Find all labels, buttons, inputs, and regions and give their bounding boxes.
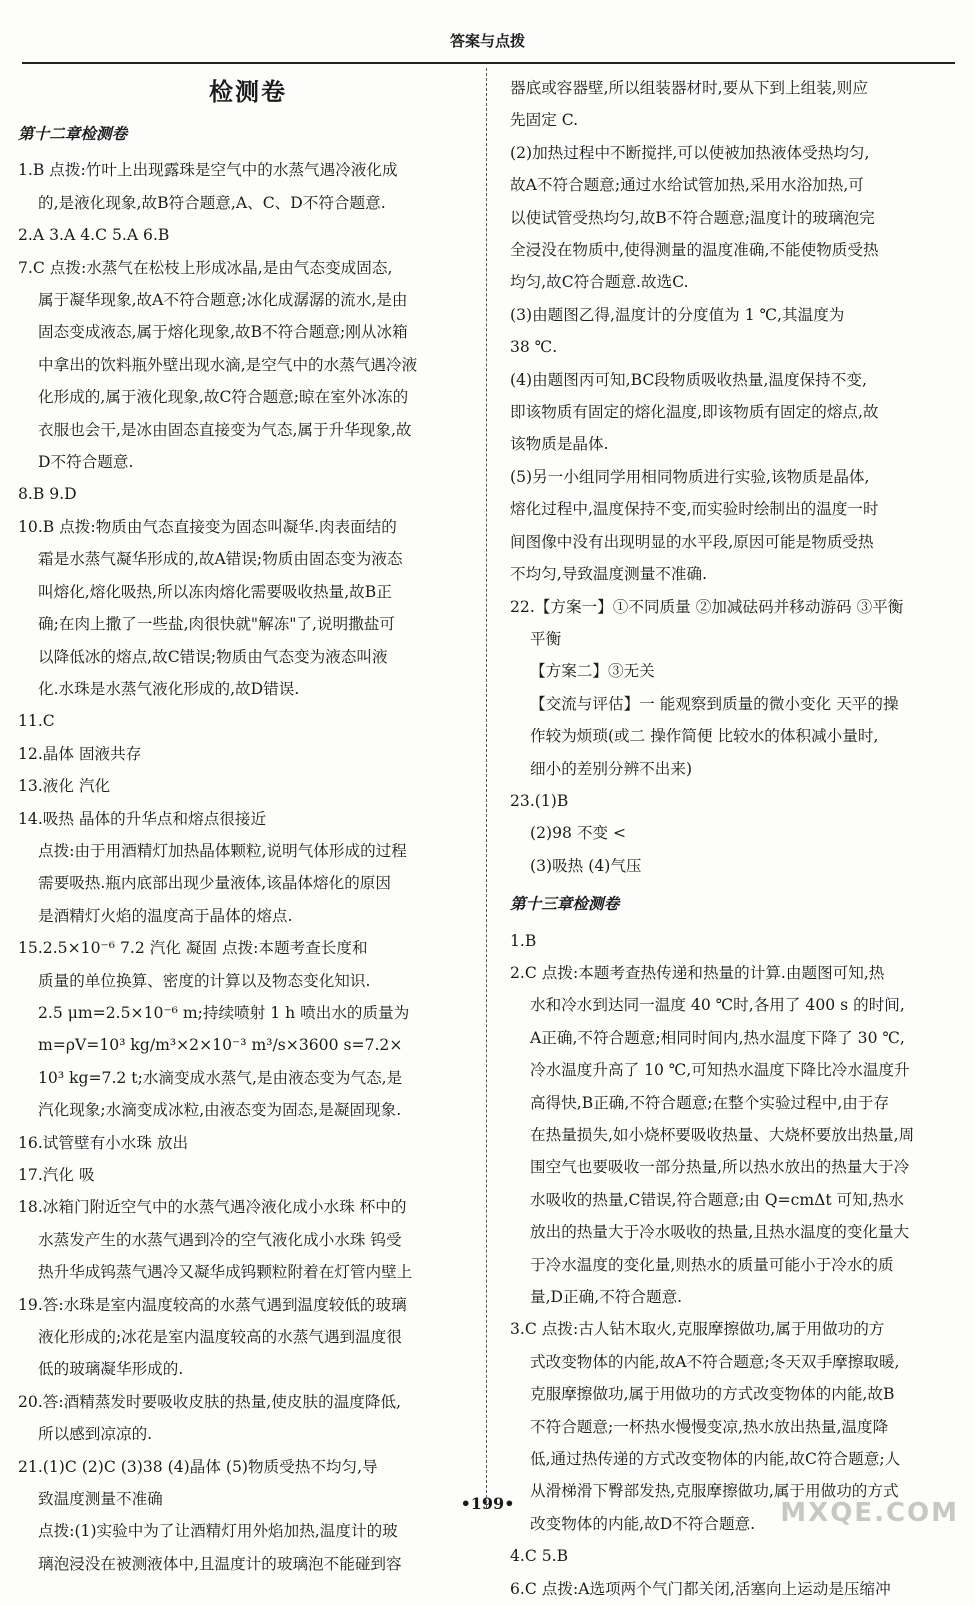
answer-q22-cont: 平衡: [530, 629, 562, 648]
answer-q7: 7.C 点拨:水蒸气在松枝上形成冰晶,是由气态变成固态,: [18, 258, 393, 277]
answer-q18: 18.冰箱门附近空气中的水蒸气遇冷液化成小水珠 杯中的: [18, 1198, 407, 1217]
answer-q21-part2: 故A不符合题意;通过水给试管加热,采用水浴加热,可: [510, 176, 864, 195]
ch13-answer-q3-cont: 从滑梯滑下臀部发热,克服摩擦做功,属于用做功的方式: [530, 1482, 899, 1501]
answer-q7-cont: 衣服也会干,是冰由固态直接变为气态,属于升华现象,故: [38, 420, 412, 439]
answer-q10-cont: 确;在肉上撒了一些盐,肉很快就"解冻"了,说明撒盐可: [38, 615, 395, 634]
answer-q10-cont: 叫熔化,熔化吸热,所以冻肉熔化需要吸收热量,故B正: [38, 582, 392, 601]
answer-q21-part5: 间图像中没有出现明显的水平段,原因可能是物质受热: [510, 532, 874, 551]
chapter-12-title: 第十二章检测卷: [18, 125, 128, 143]
answer-q1: 1.B 点拨:竹叶上出现露珠是空气中的水蒸气遇冷液化成: [18, 161, 398, 180]
ch13-answer-q2-cont: 放出的热量大于冷水吸收的热量,且热水温度的变化量大: [530, 1223, 910, 1242]
column-divider: [486, 68, 487, 1508]
answer-q21-part5: 熔化过程中,温度保持不变,而实验时绘制出的温度一时: [510, 500, 879, 519]
right-column: [510, 72, 965, 1605]
chapter-13-title: 第十三章检测卷: [510, 895, 620, 914]
page-number: •199•: [460, 1494, 515, 1513]
answer-q10-cont: 化.水珠是水蒸气液化形成的,故D错误.: [38, 679, 300, 698]
answer-q10-cont: 以降低冰的熔点,故C错误;物质由气态变为液态叫液: [38, 647, 388, 666]
ch13-answer-q2-cont: 围空气也要吸收一部分热量,所以热水放出的热量大于冷: [530, 1158, 910, 1177]
answer-q18-cont: 热升华成钨蒸气遇冷又凝华成钨颗粒附着在灯管内壁上: [38, 1263, 413, 1282]
ch13-answer-q3-cont: 克服摩擦做功,属于用做功的方式改变物体的内能,故B: [530, 1385, 895, 1404]
answer-q7-cont: D不符合题意.: [38, 453, 134, 472]
watermark-logo: MXQE.COM: [780, 1498, 959, 1528]
ch13-answer-q3-cont: 改变物体的内能,故D不符合题意.: [530, 1514, 756, 1533]
ch13-answer-q3-cont: 式改变物体的内能,故A不符合题意;冬天双手摩擦取暖,: [530, 1352, 900, 1371]
ch13-answer-q2-cont: 水吸收的热量,C错误,符合题意;由 Q=cmΔt 可知,热水: [530, 1190, 904, 1209]
left-column: [18, 72, 478, 1580]
ch13-answer-q2-cont: A正确,不符合题意;相同时间内,热水温度下降了 30 ℃,: [530, 1028, 905, 1047]
answer-q21-note: 璃泡浸没在被测液体中,且温度计的玻璃泡不能碰到容: [38, 1554, 402, 1573]
answer-q22-eval: 【交流与评估】一 能观察到质量的微小变化 天平的操: [530, 694, 899, 713]
answer-q15-cont: 10³ kg=7.2 t;水滴变成水蒸气,是由液态变为气态,是: [38, 1068, 403, 1087]
answer-q21-part4: 该物质是晶体.: [510, 435, 609, 454]
answer-q21-part2: 全浸没在物质中,使得测量的温度准确,不能使物质受热: [510, 241, 879, 260]
answer-q21-part2: (2)加热过程中不断搅拌,可以使被加热液体受热均匀,: [510, 143, 870, 162]
answer-q21-part4: (4)由题图丙可知,BC段物质吸收热量,温度保持不变,: [510, 370, 867, 389]
answer-q8-9: 8.B 9.D: [18, 485, 77, 504]
answer-q15-cont: m=ρV=10³ kg/m³×2×10⁻³ m³/s×3600 s=7.2×: [38, 1036, 403, 1055]
answer-q7-cont: 化形成的,属于液化现象,故C符合题意;晾在室外冰冻的: [38, 388, 409, 407]
ch13-answer-q1: 1.B: [510, 931, 537, 950]
answer-q7-cont: 属于凝华现象,故A不符合题意;冰化成潺潺的流水,是由: [38, 291, 408, 310]
answer-q23-cont: (3)吸热 (4)气压: [530, 856, 642, 875]
answer-q19: 19.答:水珠是室内温度较高的水蒸气遇到温度较低的玻璃: [18, 1295, 407, 1314]
answer-q1-cont: 的,是液化现象,故B符合题意,A、C、D不符合题意.: [38, 193, 386, 212]
answer-q23-cont: (2)98 不变 <: [530, 824, 627, 843]
answer-q21-part2: 均匀,故C符合题意.故选C.: [510, 273, 689, 292]
answer-q22: 22.【方案一】①不同质量 ②加减砝码并移动游码 ③平衡: [510, 597, 904, 616]
answer-q21-part3: (3)由题图乙得,温度计的分度值为 1 ℃,其温度为: [510, 305, 845, 324]
answer-q18-cont: 水蒸发产生的水蒸气遇到冷的空气液化成小水珠 钨受: [38, 1230, 402, 1249]
ch13-answer-q6: 6.C 点拨:A选项两个气门都关闭,活塞向上运动是压缩冲: [510, 1579, 891, 1598]
section-title: 检测卷: [209, 78, 287, 106]
answer-q14: 14.吸热 晶体的升华点和熔点很接近: [18, 809, 267, 828]
answer-q12: 12.晶体 固液共存: [18, 744, 142, 763]
answer-q19-cont: 低的玻璃凝华形成的.: [38, 1360, 184, 1379]
ch13-answer-q3: 3.C 点拨:古人钻木取火,克服摩擦做功,属于用做功的方: [510, 1320, 885, 1339]
answer-q21-part3: 38 ℃.: [510, 338, 558, 357]
answer-q21-cont: 先固定 C.: [510, 111, 579, 130]
answer-q19-cont: 液化形成的;冰花是室内温度较高的水蒸气遇到温度很: [38, 1328, 402, 1347]
answer-q20: 20.答:酒精蒸发时要吸收皮肤的热量,使皮肤的温度降低,: [18, 1392, 402, 1411]
answer-q10-cont: 霜是水蒸气凝华形成的,故A错误;物质由固态变为液态: [38, 550, 403, 569]
ch13-answer-q3-cont: 低,通过热传递的方式改变物体的内能,故C符合题意;人: [530, 1450, 901, 1469]
answer-q23: 23.(1)B: [510, 791, 569, 810]
ch13-answer-q2-cont: 量,D正确,不符合题意.: [530, 1288, 683, 1307]
ch13-answer-q3-cont: 不符合题意;一杯热水慢慢变凉,热水放出热量,温度降: [530, 1417, 889, 1436]
answer-q7-cont: 中拿出的饮料瓶外壁出现水滴,是空气中的水蒸气遇冷液: [38, 355, 418, 374]
answer-q20-cont: 所以感到凉凉的.: [38, 1425, 153, 1444]
answer-q7-cont: 固态变成液态,属于熔化现象,故B不符合题意;刚从冰箱: [38, 323, 408, 342]
ch13-answer-q2-cont: 在热量损失,如小烧杯要吸收热量、大烧杯要放出热量,周: [530, 1126, 915, 1144]
answer-q21-part4: 即该物质有固定的熔化温度,即该物质有固定的熔点,故: [510, 403, 879, 422]
answer-q17: 17.汽化 吸: [18, 1166, 95, 1184]
answer-q14-note: 是酒精灯火焰的温度高于晶体的熔点.: [38, 906, 293, 925]
header-rule: [22, 62, 955, 64]
answer-q15-cont: 2.5 μm=2.5×10⁻⁶ m;持续喷射 1 h 喷出水的质量为: [38, 1003, 410, 1022]
answer-q15: 15.2.5×10⁻⁶ 7.2 汽化 凝固 点拨:本题考查长度和: [18, 939, 368, 958]
page-header: 答案与点拨: [449, 32, 525, 50]
answer-q14-note: 点拨:由于用酒精灯加热晶体颗粒,说明气体形成的过程: [38, 841, 407, 860]
ch13-answer-q2-cont: 冷水温度升高了 10 ℃,可知热水温度下降比冷水温度升: [530, 1061, 910, 1080]
answer-q11: 11.C: [18, 712, 55, 731]
ch13-answer-q4-5: 4.C 5.B: [510, 1547, 569, 1566]
answer-q21-part5: (5)另一小组同学用相同物质进行实验,该物质是晶体,: [510, 467, 870, 486]
answer-q14-note: 需要吸热.瓶内底部出现少量液体,该晶体熔化的原因: [38, 874, 391, 893]
answer-q21-part5: 不均匀,导致温度测量不准确.: [510, 565, 708, 584]
answer-q22-plan2: 【方案二】③无关: [530, 662, 655, 681]
ch13-answer-q2-cont: 水和冷水到达同一温度 40 ℃时,各用了 400 s 的时间,: [530, 996, 905, 1015]
answer-q21-cont: 器底或容器壁,所以组装器材时,要从下到上组装,则应: [510, 79, 868, 97]
answer-q21-note: 点拨:(1)实验中为了让酒精灯用外焰加热,温度计的玻: [38, 1522, 398, 1541]
answer-q21-cont: 致温度测量不准确: [38, 1490, 163, 1509]
answer-q13: 13.液化 汽化: [18, 777, 111, 796]
ch13-answer-q2-cont: 于冷水温度的变化量,则热水的质量可能小于冷水的质: [530, 1255, 894, 1274]
ch13-answer-q2: 2.C 点拨:本题考查热传递和热量的计算.由题图可知,热: [510, 963, 885, 982]
answer-q21: 21.(1)C (2)C (3)38 (4)晶体 (5)物质受热不均匀,导: [18, 1457, 378, 1476]
answer-q2-6: 2.A 3.A 4.C 5.A 6.B: [18, 226, 170, 245]
answer-q21-part2: 以使试管受热均匀,故B不符合题意;温度计的玻璃泡完: [510, 208, 875, 227]
ch13-answer-q2-cont: 高得快,B正确,不符合题意;在整个实验过程中,由于存: [530, 1093, 890, 1112]
answer-q15-cont: 汽化现象;水滴变成冰粒,由液态变为固态,是凝固现象.: [38, 1101, 402, 1120]
answer-q22-eval: 细小的差别分辨不出来): [530, 759, 693, 778]
answer-q15-cont: 质量的单位换算、密度的计算以及物态变化知识.: [38, 971, 371, 990]
answer-q10: 10.B 点拨:物质由气态直接变为固态叫凝华.肉表面结的: [18, 517, 397, 536]
answer-q16: 16.试管壁有小水珠 放出: [18, 1133, 189, 1152]
answer-q22-eval: 作较为烦琐(或二 操作简便 比较水的体积减小量时,: [530, 727, 879, 746]
